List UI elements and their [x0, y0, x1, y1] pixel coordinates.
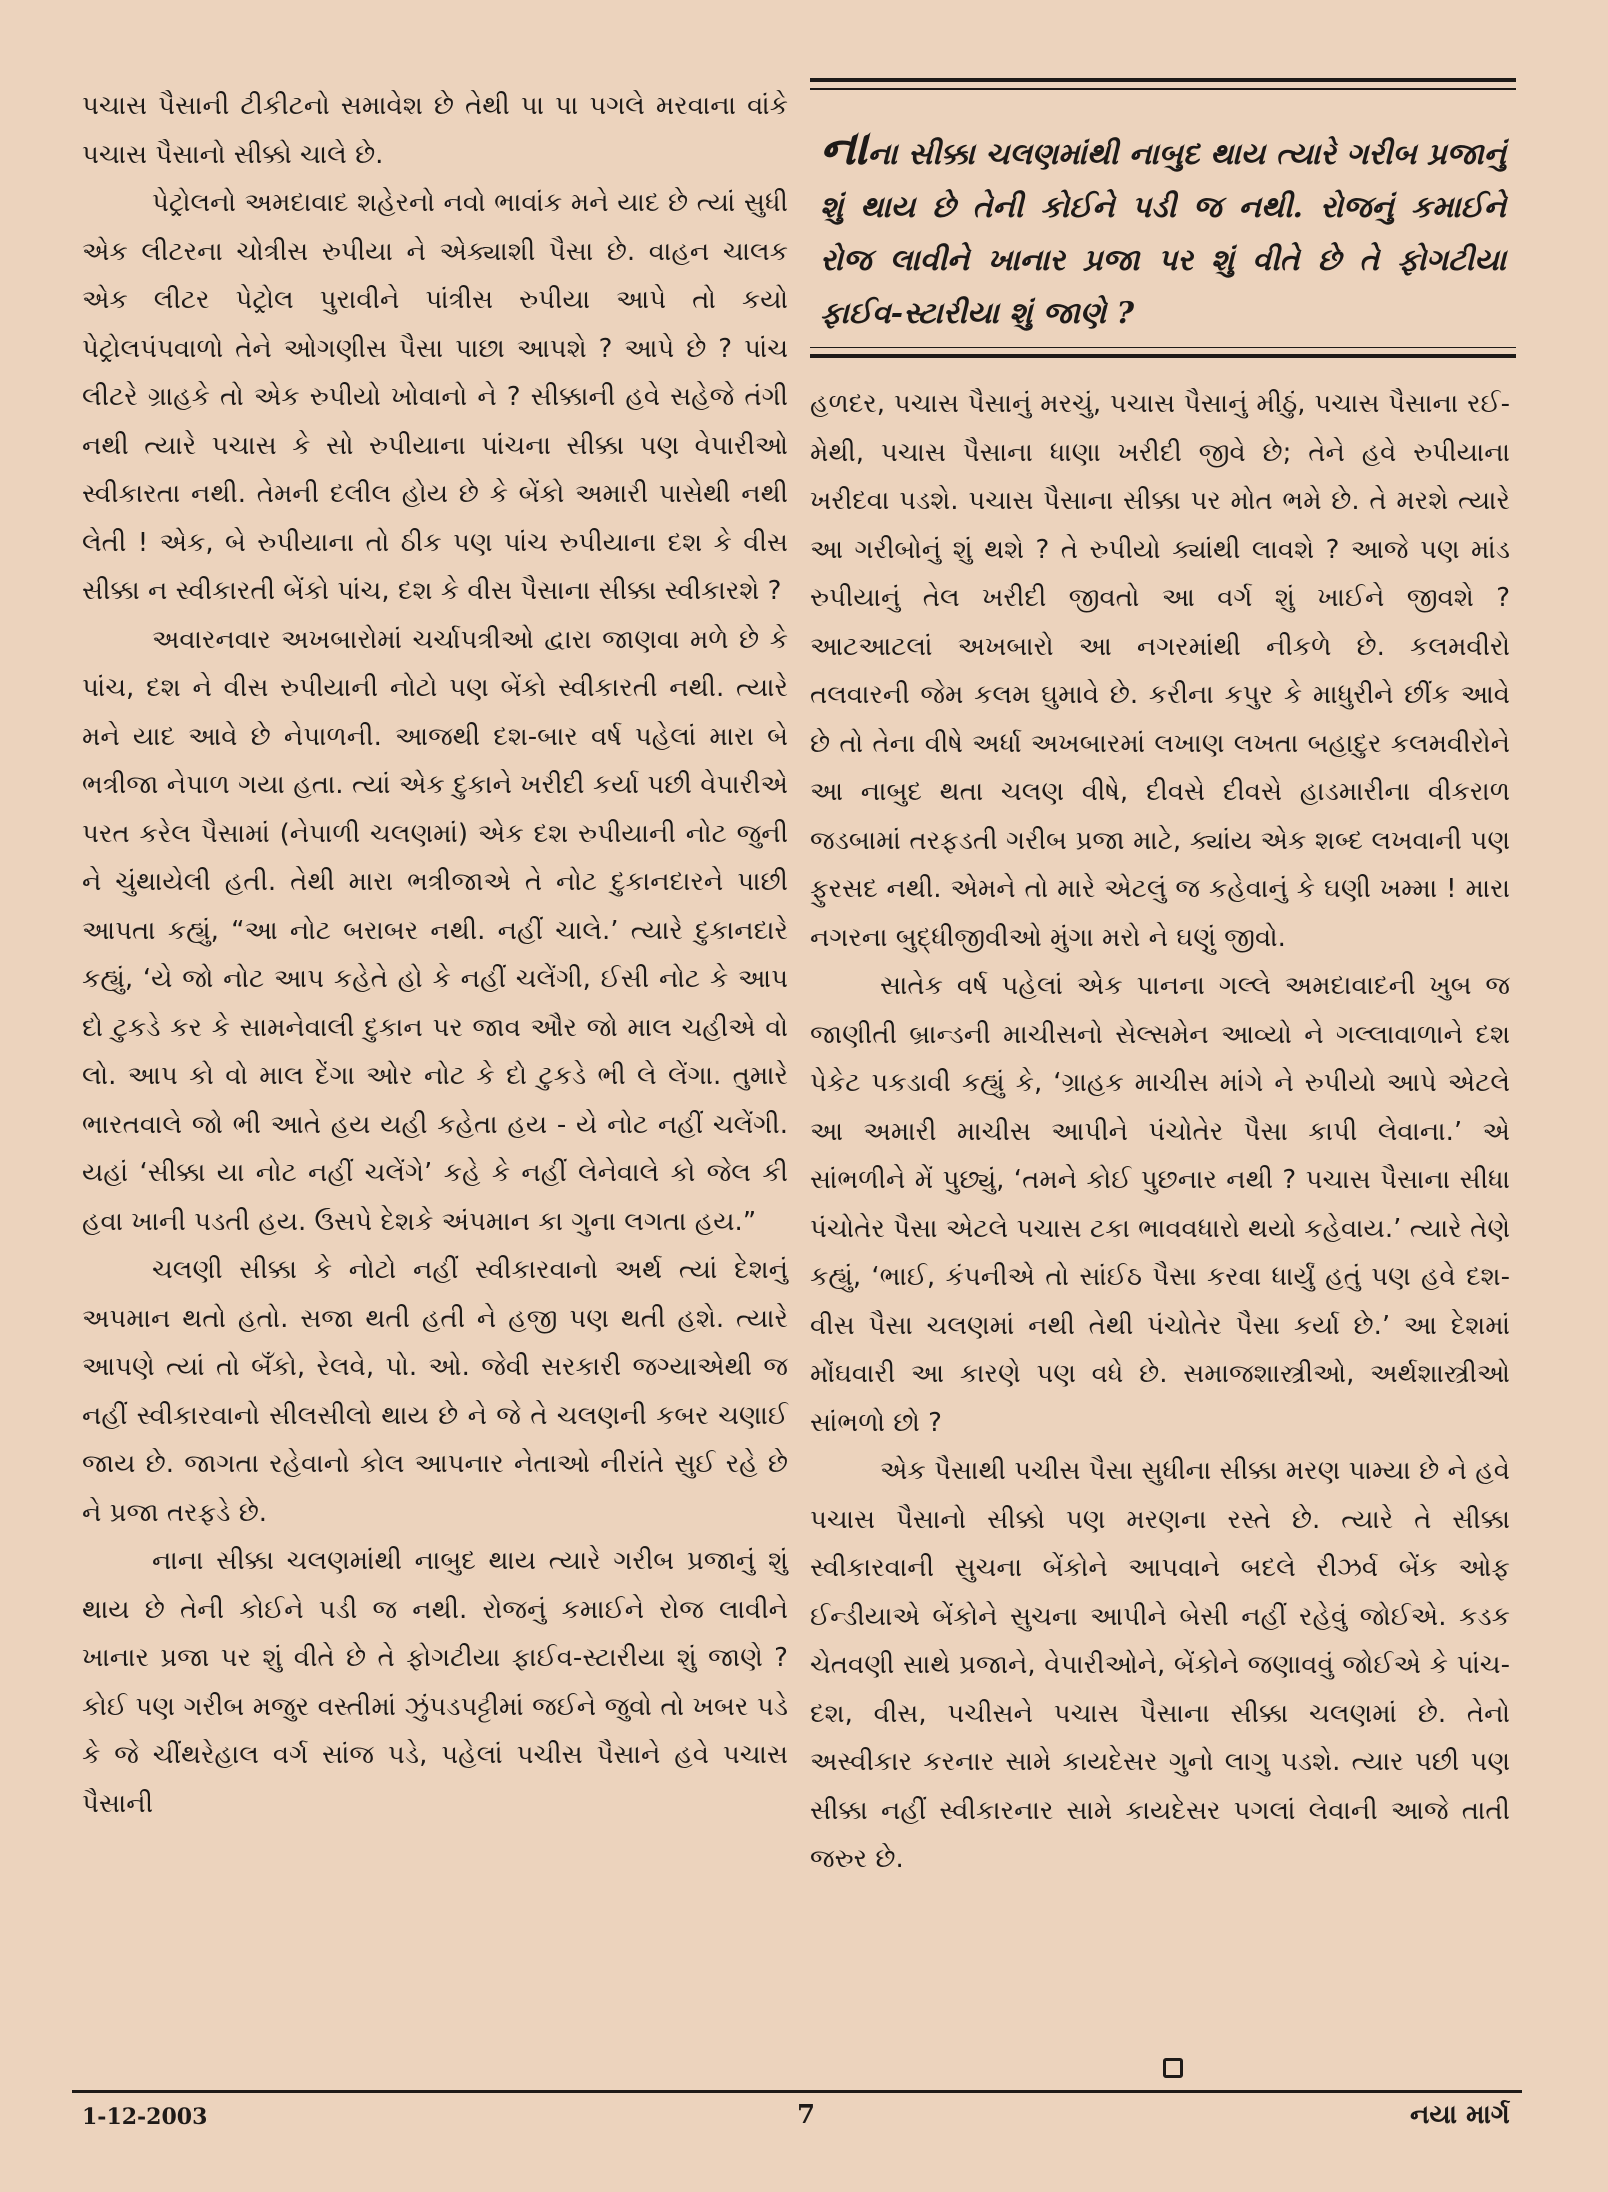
footer-date: 1-12-2003	[82, 2104, 208, 2130]
magazine-name: નયા માર્ગ	[1410, 2100, 1510, 2130]
pull-quote-text: ના સીક્કા ચલણમાંથી નાબુદ થાય ત્યારે ગરીબ પ્રજાનું શું થાય છે તેની કોઈને પડી જ નથી. રોજનું કમાઈને રોજ લાવીને ખાનાર પ્રજા પર શું વીતે છે તે ફોગટીયા ફાઈવ-સ્ટારીયા શું જાણે ?	[820, 137, 1506, 331]
paragraph: પચાસ પૈસાની ટીકીટનો સમાવેશ છે તેથી પા પા પગલે મરવાના વાંકે પચાસ પૈસાનો સીક્કો ચાલે છે.	[82, 91, 788, 170]
pull-quote	[820, 122, 1506, 340]
paragraph: પેટ્રોલનો અમદાવાદ શહેરનો નવો ભાવાંક મને યાદ છે ત્યાં સુધી એક લીટરના ચોત્રીસ રુપીયા ને એક્યાશી પૈસા છે. વાહન ચાલક એક લીટર પેટ્રોલ પુરાવીને પાંત્રીસ રુપીયા આપે તો કયો પેટ્રોલપંપવાળો તેને ઓગણીસ પૈસા પાછા આપશે ? આપે છે ? પાંચ લીટરે ગ્રાહકે તો એક રુપીયો ખોવાનો ને ? સીક્કાની હવે સહેજે તંગી નથી ત્યારે પચાસ કે સો રુપીયાના પાંચના સીક્કા પણ વેપારીઓ સ્વીકારતા નથી. તેમની દલીલ હોય છે કે બેંકો અમારી પાસેથી નથી લેતી ! એક, બે રુપીયાના તો ઠીક પણ પાંચ રુપીયાના દશ કે વીસ સીક્કા ન સ્વીકારતી બેંકો પાંચ, દશ કે વીસ પૈસાના સીક્કા સ્વીકારશે ?	[82, 188, 788, 606]
paragraph: અવારનવાર અખબારોમાં ચર્ચાપત્રીઓ દ્વારા જાણવા મળે છે કે પાંચ, દશ ને વીસ રુપીયાની નોટો પણ બેંકો સ્વીકારતી નથી. ત્યારે મને યાદ આવે છે નેપાળની. આજથી દશ-બાર વર્ષ પહેલાં મારા બે ભત્રીજા નેપાળ ગયા હતા. ત્યાં એક દુકાને ખરીદી કર્યા પછી વેપારીએ પરત કરેલ પૈસામાં (નેપાળી ચલણમાં) એક દશ રુપીયાની નોટ જુની ને ચુંથાયેલી હતી. તેથી મારા ભત્રીજાએ તે નોટ દુકાનદારને પાછી આપતા કહ્યું, “આ નોટ બરાબર નથી. નહીં ચાલે.’ ત્યારે દુકાનદારે કહ્યું, ‘યે જો નોટ આપ કહેતે હો કે નહીં ચલેંગી, ઈસી નોટ કે આપ દો ટુકડે કર કે સામનેવાલી દુકાન પર જાવ ઔર જો માલ ચહીએ વો લો. આપ કો વો માલ દેંગા ઓર નોટ કે દો ટુકડે ભી લે લેંગા. તુમારે ભારતવાલે જો ભી આતે હય યહી કહેતા હય - યે નોટ નહીં ચલેંગી. યહાં ‘સીક્કા યા નોટ નહીં ચલેંગે’ કહે કે નહીં લેનેવાલે કો જેલ કી હવા ખાની પડતી હય. ઉસપે દેશકે અંપમાન કા ગુના લગતા હય.”	[82, 624, 788, 1237]
paragraph: ચલણી સીક્કા કે નોટો નહીં સ્વીકારવાનો અર્થ ત્યાં દેશનું અપમાન થતો હતો. સજા થતી હતી ને હજી પણ થતી હશે. ત્યારે આપણે ત્યાં તો બઁકો, રેલવે, પો. ઓ. જેવી સરકારી જગ્યાએથી જ નહીં સ્વીકારવાનો સીલસીલો થાય છે ને જે તે ચલણની કબર ચણાઈ જાય છે. જાગતા રહેવાનો કોલ આપનાર નેતાઓ નીરાંતે સુઈ રહે છે ને પ્રજા તરફડે છે.	[82, 1255, 788, 1528]
paragraph: એક પૈસાથી પચીસ પૈસા સુધીના સીક્કા મરણ પામ્યા છે ને હવે પચાસ પૈસાનો સીક્કો પણ મરણના રસ્તે છે. ત્યારે તે સીક્કા સ્વીકારવાની સુચના બેંકોને આપવાને બદલે રીઝર્વ બેંક ઓફ ઈન્ડીયાએ બેંકોને સુચના આપીને બેસી નહીં રહેવું જોઈએ. કડક ચેતવણી સાથે પ્રજાને, વેપારીઓને, બેંકોને જણાવવું જોઈએ કે પાંચ-દશ, વીસ, પચીસને પચાસ પૈસાના સીક્કા ચલણમાં છે. તેનો અસ્વીકાર કરનાર સામે કાયદેસર ગુનો લાગુ પડશે. ત્યાર પછી પણ સીક્કા નહીં સ્વીકારનાર સામે કાયદેસર પગલાં લેવાની આજે તાતી જરુર છે.	[810, 1456, 1510, 1874]
paragraph: સાતેક વર્ષ પહેલાં એક પાનના ગલ્લે અમદાવાદની ખુબ જ જાણીતી બ્રાન્ડની માચીસનો સેલ્સમેન આવ્યો ને ગલ્લાવાળાને દશ પેકેટ પકડાવી કહ્યું કે, ‘ગ્રાહક માચીસ માંગે ને રુપીયો આપે એટલે આ અમારી માચીસ આપીને પંચોતેર પૈસા કાપી લેવાના.’ એ સાંભળીને મેં પુછ્યું, ‘તમને કોઈ પુછનાર નથી ? પચાસ પૈસાના સીધા પંચોતેર પૈસા એટલે પચાસ ટકા ભાવવધારો થયો કહેવાય.’ ત્યારે તેણે કહ્યું, ‘ભાઈ, કંપનીએ તો સાંઈઠ પૈસા કરવા ધાર્યું હતું પણ હવે દશ-વીસ પૈસા ચલણમાં નથી તેથી પંચોતેર પૈસા કર્યા છે.’ આ દેશમાં મોંઘવારી આ કારણે પણ વધે છે. સમાજશાસ્ત્રીઓ, અર્થશાસ્ત્રીઓ સાંભળો છો ?	[810, 971, 1510, 1438]
footer-rule	[72, 2090, 1522, 2093]
pull-quote-box	[810, 78, 1516, 358]
right-column	[810, 380, 1510, 1884]
pull-quote-dropcap: ના	[820, 120, 868, 176]
left-column	[82, 82, 788, 1828]
article-end-mark-icon	[1163, 2058, 1183, 2078]
paragraph: હળદર, પચાસ પૈસાનું મરચું, પચાસ પૈસાનું મીઠું, પચાસ પૈસાના રઈ-મેથી, પચાસ પૈસાના ધાણા ખરીદી જીવે છે; તેને હવે રુપીયાના ખરીદવા પડશે. પચાસ પૈસાના સીક્કા પર મોત ભમે છે. તે મરશે ત્યારે આ ગરીબોનું શું થશે ? તે રુપીયો ક્યાંથી લાવશે ? આજે પણ માંડ રુપીયાનું તેલ ખરીદી જીવતો આ વર્ગ શું ખાઈને જીવશે ? આટઆટલાં અખબારો આ નગરમાંથી નીકળે છે. કલમવીરો તલવારની જેમ કલમ ઘુમાવે છે. કરીના કપુર કે માધુરીને છીંક આવે છે તો તેના વીષે અર્ધા અખબારમાં લખાણ લખતા બહાદુર કલમવીરોને આ નાબુદ થતા ચલણ વીષે, દીવસે દીવસે હાડમારીના વીકરાળ જડબામાં તરફડતી ગરીબ પ્રજા માટે, ક્યાંય એક શબ્દ લખવાની પણ ફુરસદ નથી. એમને તો મારે એટલું જ કહેવાનું કે ઘણી ખમ્મા ! મારા નગરના બુદ્ધીજીવીઓ મુંગા મરો ને ઘણું જીવો.	[810, 389, 1510, 953]
page-number: 7	[797, 2100, 816, 2130]
paragraph: નાના સીક્કા ચલણમાંથી નાબુદ થાય ત્યારે ગરીબ પ્રજાનું શું થાય છે તેની કોઈને પડી જ નથી. રોજનું કમાઈને રોજ લાવીને ખાનાર પ્રજા પર શું વીતે છે તે ફોગટીયા ફાઈવ-સ્ટારીયા શું જાણે ? કોઈ પણ ગરીબ મજુર વસ્તીમાં ઝુંપડપટ્ટીમાં જઈને જુવો તો ખબર પડે કે જે ચીંથરેહાલ વર્ગ સાંજ પડે, પહેલાં પચીસ પૈસાને હવે પચાસ પૈસાની	[82, 1546, 788, 1819]
